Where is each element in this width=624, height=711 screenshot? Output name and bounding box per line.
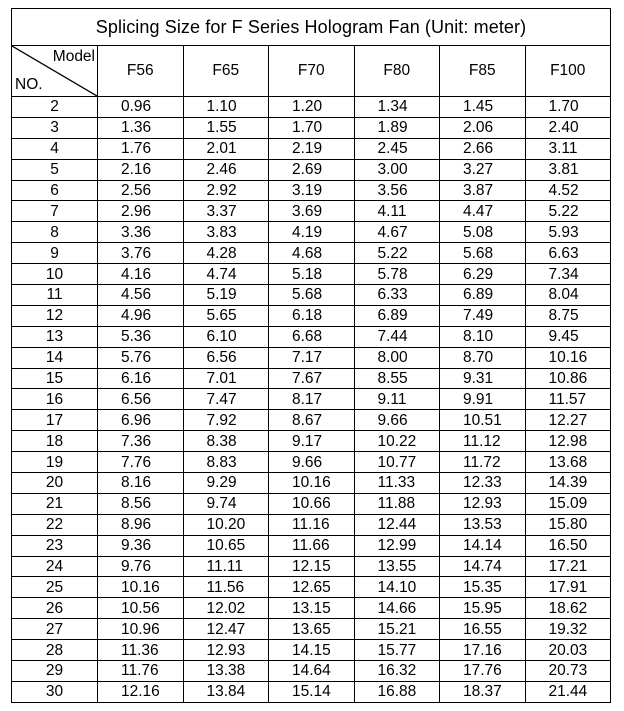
size-value-cell: 4.11 bbox=[354, 201, 440, 222]
corner-model-label: Model bbox=[52, 48, 95, 65]
size-value-cell: 12.15 bbox=[269, 556, 355, 577]
size-value-cell: 14.39 bbox=[525, 473, 611, 494]
size-value-cell: 3.11 bbox=[525, 138, 611, 159]
size-value-cell: 1.45 bbox=[440, 97, 526, 118]
size-value-cell: 1.34 bbox=[354, 97, 440, 118]
size-value-cell: 14.64 bbox=[269, 661, 355, 682]
size-value-cell: 2.01 bbox=[183, 138, 269, 159]
row-number-cell: 20 bbox=[12, 473, 98, 494]
size-value-cell: 9.17 bbox=[269, 431, 355, 452]
size-value-cell: 4.74 bbox=[183, 264, 269, 285]
size-value-cell: 2.46 bbox=[183, 159, 269, 180]
row-number-cell: 22 bbox=[12, 514, 98, 535]
size-value-cell: 2.40 bbox=[525, 117, 611, 138]
row-number-cell: 19 bbox=[12, 452, 98, 473]
row-number-cell: 11 bbox=[12, 285, 98, 306]
size-value-cell: 11.56 bbox=[183, 577, 269, 598]
column-header-f56: F56 bbox=[98, 46, 184, 97]
size-value-cell: 10.66 bbox=[269, 493, 355, 514]
size-value-cell: 7.01 bbox=[183, 368, 269, 389]
table-row bbox=[12, 681, 611, 702]
size-value-cell: 2.19 bbox=[269, 138, 355, 159]
table-row bbox=[12, 556, 611, 577]
size-value-cell: 4.96 bbox=[98, 305, 184, 326]
size-value-cell: 10.65 bbox=[183, 535, 269, 556]
row-number-cell: 25 bbox=[12, 577, 98, 598]
size-value-cell: 14.15 bbox=[269, 640, 355, 661]
size-value-cell: 11.57 bbox=[525, 389, 611, 410]
row-number-cell: 28 bbox=[12, 640, 98, 661]
size-value-cell: 14.14 bbox=[440, 535, 526, 556]
size-value-cell: 15.14 bbox=[269, 681, 355, 702]
size-value-cell: 7.34 bbox=[525, 264, 611, 285]
size-value-cell: 12.99 bbox=[354, 535, 440, 556]
column-header-f100: F100 bbox=[525, 46, 611, 97]
size-value-cell: 12.33 bbox=[440, 473, 526, 494]
size-value-cell: 9.66 bbox=[269, 452, 355, 473]
size-value-cell: 8.56 bbox=[98, 493, 184, 514]
column-header-f65: F65 bbox=[183, 46, 269, 97]
size-value-cell: 8.83 bbox=[183, 452, 269, 473]
table-row bbox=[12, 264, 611, 285]
size-value-cell: 8.75 bbox=[525, 305, 611, 326]
size-value-cell: 8.67 bbox=[269, 410, 355, 431]
size-value-cell: 17.76 bbox=[440, 661, 526, 682]
size-value-cell: 3.83 bbox=[183, 222, 269, 243]
size-value-cell: 5.22 bbox=[354, 243, 440, 264]
size-value-cell: 9.36 bbox=[98, 535, 184, 556]
size-value-cell: 15.77 bbox=[354, 640, 440, 661]
size-value-cell: 3.81 bbox=[525, 159, 611, 180]
size-value-cell: 15.35 bbox=[440, 577, 526, 598]
size-value-cell: 6.33 bbox=[354, 285, 440, 306]
table-row bbox=[12, 368, 611, 389]
size-value-cell: 10.16 bbox=[525, 347, 611, 368]
table-row bbox=[12, 598, 611, 619]
size-value-cell: 1.76 bbox=[98, 138, 184, 159]
size-value-cell: 9.76 bbox=[98, 556, 184, 577]
size-value-cell: 4.28 bbox=[183, 243, 269, 264]
row-number-cell: 12 bbox=[12, 305, 98, 326]
table-row bbox=[12, 410, 611, 431]
size-value-cell: 6.56 bbox=[183, 347, 269, 368]
table-row bbox=[12, 97, 611, 118]
table-body bbox=[12, 97, 611, 703]
table-row bbox=[12, 452, 611, 473]
column-header-f70: F70 bbox=[269, 46, 355, 97]
size-value-cell: 13.55 bbox=[354, 556, 440, 577]
size-value-cell: 16.55 bbox=[440, 619, 526, 640]
size-value-cell: 6.96 bbox=[98, 410, 184, 431]
size-value-cell: 8.96 bbox=[98, 514, 184, 535]
size-value-cell: 12.47 bbox=[183, 619, 269, 640]
row-number-cell: 27 bbox=[12, 619, 98, 640]
size-value-cell: 15.09 bbox=[525, 493, 611, 514]
size-value-cell: 16.50 bbox=[525, 535, 611, 556]
size-value-cell: 2.66 bbox=[440, 138, 526, 159]
row-number-cell: 16 bbox=[12, 389, 98, 410]
size-value-cell: 16.88 bbox=[354, 681, 440, 702]
table-row bbox=[12, 661, 611, 682]
row-number-cell: 6 bbox=[12, 180, 98, 201]
size-value-cell: 7.36 bbox=[98, 431, 184, 452]
size-value-cell: 6.10 bbox=[183, 326, 269, 347]
size-value-cell: 4.16 bbox=[98, 264, 184, 285]
size-value-cell: 9.91 bbox=[440, 389, 526, 410]
size-value-cell: 7.67 bbox=[269, 368, 355, 389]
size-value-cell: 9.31 bbox=[440, 368, 526, 389]
size-value-cell: 7.44 bbox=[354, 326, 440, 347]
size-value-cell: 10.20 bbox=[183, 514, 269, 535]
size-value-cell: 8.16 bbox=[98, 473, 184, 494]
size-value-cell: 1.36 bbox=[98, 117, 184, 138]
row-number-cell: 18 bbox=[12, 431, 98, 452]
corner-header-cell bbox=[12, 46, 98, 97]
size-value-cell: 2.45 bbox=[354, 138, 440, 159]
column-header-f80: F80 bbox=[354, 46, 440, 97]
size-value-cell: 9.45 bbox=[525, 326, 611, 347]
size-value-cell: 12.27 bbox=[525, 410, 611, 431]
table-row bbox=[12, 389, 611, 410]
size-value-cell: 10.77 bbox=[354, 452, 440, 473]
size-value-cell: 9.11 bbox=[354, 389, 440, 410]
size-value-cell: 7.17 bbox=[269, 347, 355, 368]
corner-no-label: NO. bbox=[15, 76, 43, 93]
size-value-cell: 10.16 bbox=[98, 577, 184, 598]
table-row bbox=[12, 619, 611, 640]
row-number-cell: 15 bbox=[12, 368, 98, 389]
size-value-cell: 6.18 bbox=[269, 305, 355, 326]
size-value-cell: 13.84 bbox=[183, 681, 269, 702]
row-number-cell: 3 bbox=[12, 117, 98, 138]
size-value-cell: 5.08 bbox=[440, 222, 526, 243]
size-value-cell: 10.56 bbox=[98, 598, 184, 619]
size-value-cell: 3.19 bbox=[269, 180, 355, 201]
size-value-cell: 13.53 bbox=[440, 514, 526, 535]
size-value-cell: 10.51 bbox=[440, 410, 526, 431]
size-value-cell: 17.91 bbox=[525, 577, 611, 598]
size-value-cell: 11.11 bbox=[183, 556, 269, 577]
row-number-cell: 17 bbox=[12, 410, 98, 431]
size-value-cell: 3.87 bbox=[440, 180, 526, 201]
size-value-cell: 5.68 bbox=[269, 285, 355, 306]
size-value-cell: 6.63 bbox=[525, 243, 611, 264]
row-number-cell: 13 bbox=[12, 326, 98, 347]
size-value-cell: 10.96 bbox=[98, 619, 184, 640]
table-row bbox=[12, 180, 611, 201]
size-value-cell: 7.76 bbox=[98, 452, 184, 473]
size-value-cell: 2.69 bbox=[269, 159, 355, 180]
table-row bbox=[12, 243, 611, 264]
size-value-cell: 1.10 bbox=[183, 97, 269, 118]
row-number-cell: 5 bbox=[12, 159, 98, 180]
size-value-cell: 9.74 bbox=[183, 493, 269, 514]
table-row bbox=[12, 138, 611, 159]
row-number-cell: 21 bbox=[12, 493, 98, 514]
size-value-cell: 4.56 bbox=[98, 285, 184, 306]
size-value-cell: 3.36 bbox=[98, 222, 184, 243]
row-number-cell: 24 bbox=[12, 556, 98, 577]
size-value-cell: 9.29 bbox=[183, 473, 269, 494]
row-number-cell: 7 bbox=[12, 201, 98, 222]
size-value-cell: 2.06 bbox=[440, 117, 526, 138]
row-number-cell: 2 bbox=[12, 97, 98, 118]
size-value-cell: 11.76 bbox=[98, 661, 184, 682]
row-number-cell: 23 bbox=[12, 535, 98, 556]
table-row bbox=[12, 159, 611, 180]
size-value-cell: 11.36 bbox=[98, 640, 184, 661]
size-value-cell: 21.44 bbox=[525, 681, 611, 702]
size-value-cell: 15.21 bbox=[354, 619, 440, 640]
row-number-cell: 9 bbox=[12, 243, 98, 264]
row-number-cell: 8 bbox=[12, 222, 98, 243]
size-value-cell: 5.65 bbox=[183, 305, 269, 326]
size-value-cell: 5.22 bbox=[525, 201, 611, 222]
size-value-cell: 8.38 bbox=[183, 431, 269, 452]
size-value-cell: 11.72 bbox=[440, 452, 526, 473]
size-value-cell: 12.98 bbox=[525, 431, 611, 452]
size-value-cell: 6.89 bbox=[354, 305, 440, 326]
table-row bbox=[12, 431, 611, 452]
size-value-cell: 6.29 bbox=[440, 264, 526, 285]
size-value-cell: 3.56 bbox=[354, 180, 440, 201]
size-value-cell: 17.16 bbox=[440, 640, 526, 661]
size-value-cell: 19.32 bbox=[525, 619, 611, 640]
size-value-cell: 12.02 bbox=[183, 598, 269, 619]
size-value-cell: 8.70 bbox=[440, 347, 526, 368]
size-value-cell: 2.92 bbox=[183, 180, 269, 201]
table-row bbox=[12, 222, 611, 243]
table-row bbox=[12, 473, 611, 494]
size-value-cell: 12.44 bbox=[354, 514, 440, 535]
table-row bbox=[12, 305, 611, 326]
size-value-cell: 10.86 bbox=[525, 368, 611, 389]
size-value-cell: 11.16 bbox=[269, 514, 355, 535]
size-value-cell: 6.56 bbox=[98, 389, 184, 410]
size-value-cell: 8.55 bbox=[354, 368, 440, 389]
size-value-cell: 20.03 bbox=[525, 640, 611, 661]
size-value-cell: 8.04 bbox=[525, 285, 611, 306]
splicing-size-table bbox=[11, 8, 611, 703]
header-row bbox=[12, 46, 611, 97]
size-value-cell: 1.70 bbox=[525, 97, 611, 118]
row-number-cell: 26 bbox=[12, 598, 98, 619]
size-value-cell: 13.38 bbox=[183, 661, 269, 682]
table-row bbox=[12, 514, 611, 535]
size-value-cell: 1.20 bbox=[269, 97, 355, 118]
size-value-cell: 2.16 bbox=[98, 159, 184, 180]
size-value-cell: 5.68 bbox=[440, 243, 526, 264]
table-row bbox=[12, 201, 611, 222]
size-value-cell: 14.10 bbox=[354, 577, 440, 598]
size-value-cell: 9.66 bbox=[354, 410, 440, 431]
size-value-cell: 18.62 bbox=[525, 598, 611, 619]
size-value-cell: 5.78 bbox=[354, 264, 440, 285]
size-value-cell: 16.32 bbox=[354, 661, 440, 682]
row-number-cell: 14 bbox=[12, 347, 98, 368]
table-row bbox=[12, 326, 611, 347]
size-value-cell: 8.00 bbox=[354, 347, 440, 368]
size-value-cell: 11.88 bbox=[354, 493, 440, 514]
size-value-cell: 3.69 bbox=[269, 201, 355, 222]
size-value-cell: 7.92 bbox=[183, 410, 269, 431]
size-value-cell: 6.68 bbox=[269, 326, 355, 347]
table-row bbox=[12, 493, 611, 514]
row-number-cell: 10 bbox=[12, 264, 98, 285]
size-value-cell: 15.80 bbox=[525, 514, 611, 535]
size-value-cell: 13.68 bbox=[525, 452, 611, 473]
size-value-cell: 12.93 bbox=[183, 640, 269, 661]
size-value-cell: 8.17 bbox=[269, 389, 355, 410]
size-value-cell: 0.96 bbox=[98, 97, 184, 118]
size-value-cell: 11.66 bbox=[269, 535, 355, 556]
size-value-cell: 12.16 bbox=[98, 681, 184, 702]
row-number-cell: 4 bbox=[12, 138, 98, 159]
size-value-cell: 13.15 bbox=[269, 598, 355, 619]
size-value-cell: 10.16 bbox=[269, 473, 355, 494]
size-value-cell: 10.22 bbox=[354, 431, 440, 452]
size-value-cell: 2.96 bbox=[98, 201, 184, 222]
size-value-cell: 14.74 bbox=[440, 556, 526, 577]
size-value-cell: 1.55 bbox=[183, 117, 269, 138]
row-number-cell: 30 bbox=[12, 681, 98, 702]
size-value-cell: 3.00 bbox=[354, 159, 440, 180]
size-value-cell: 8.10 bbox=[440, 326, 526, 347]
table-row bbox=[12, 347, 611, 368]
size-value-cell: 4.67 bbox=[354, 222, 440, 243]
table-row bbox=[12, 577, 611, 598]
size-value-cell: 3.37 bbox=[183, 201, 269, 222]
table-title: Splicing Size for F Series Hologram Fan (Unit: meter) bbox=[12, 9, 611, 46]
size-value-cell: 2.56 bbox=[98, 180, 184, 201]
size-value-cell: 7.49 bbox=[440, 305, 526, 326]
size-value-cell: 13.65 bbox=[269, 619, 355, 640]
size-value-cell: 17.21 bbox=[525, 556, 611, 577]
table-row bbox=[12, 640, 611, 661]
size-value-cell: 6.16 bbox=[98, 368, 184, 389]
size-value-cell: 15.95 bbox=[440, 598, 526, 619]
size-value-cell: 6.89 bbox=[440, 285, 526, 306]
size-value-cell: 1.89 bbox=[354, 117, 440, 138]
size-value-cell: 12.93 bbox=[440, 493, 526, 514]
table-row bbox=[12, 117, 611, 138]
size-value-cell: 18.37 bbox=[440, 681, 526, 702]
size-value-cell: 12.65 bbox=[269, 577, 355, 598]
size-value-cell: 4.47 bbox=[440, 201, 526, 222]
size-value-cell: 1.70 bbox=[269, 117, 355, 138]
size-value-cell: 7.47 bbox=[183, 389, 269, 410]
row-number-cell: 29 bbox=[12, 661, 98, 682]
size-value-cell: 5.36 bbox=[98, 326, 184, 347]
size-value-cell: 4.19 bbox=[269, 222, 355, 243]
column-header-f85: F85 bbox=[440, 46, 526, 97]
size-value-cell: 5.76 bbox=[98, 347, 184, 368]
table-row bbox=[12, 535, 611, 556]
size-value-cell: 11.33 bbox=[354, 473, 440, 494]
splicing-size-sheet bbox=[11, 8, 611, 703]
size-value-cell: 5.19 bbox=[183, 285, 269, 306]
size-value-cell: 5.18 bbox=[269, 264, 355, 285]
size-value-cell: 3.76 bbox=[98, 243, 184, 264]
size-value-cell: 20.73 bbox=[525, 661, 611, 682]
size-value-cell: 3.27 bbox=[440, 159, 526, 180]
size-value-cell: 14.66 bbox=[354, 598, 440, 619]
size-value-cell: 5.93 bbox=[525, 222, 611, 243]
table-row bbox=[12, 285, 611, 306]
size-value-cell: 11.12 bbox=[440, 431, 526, 452]
size-value-cell: 4.68 bbox=[269, 243, 355, 264]
size-value-cell: 4.52 bbox=[525, 180, 611, 201]
